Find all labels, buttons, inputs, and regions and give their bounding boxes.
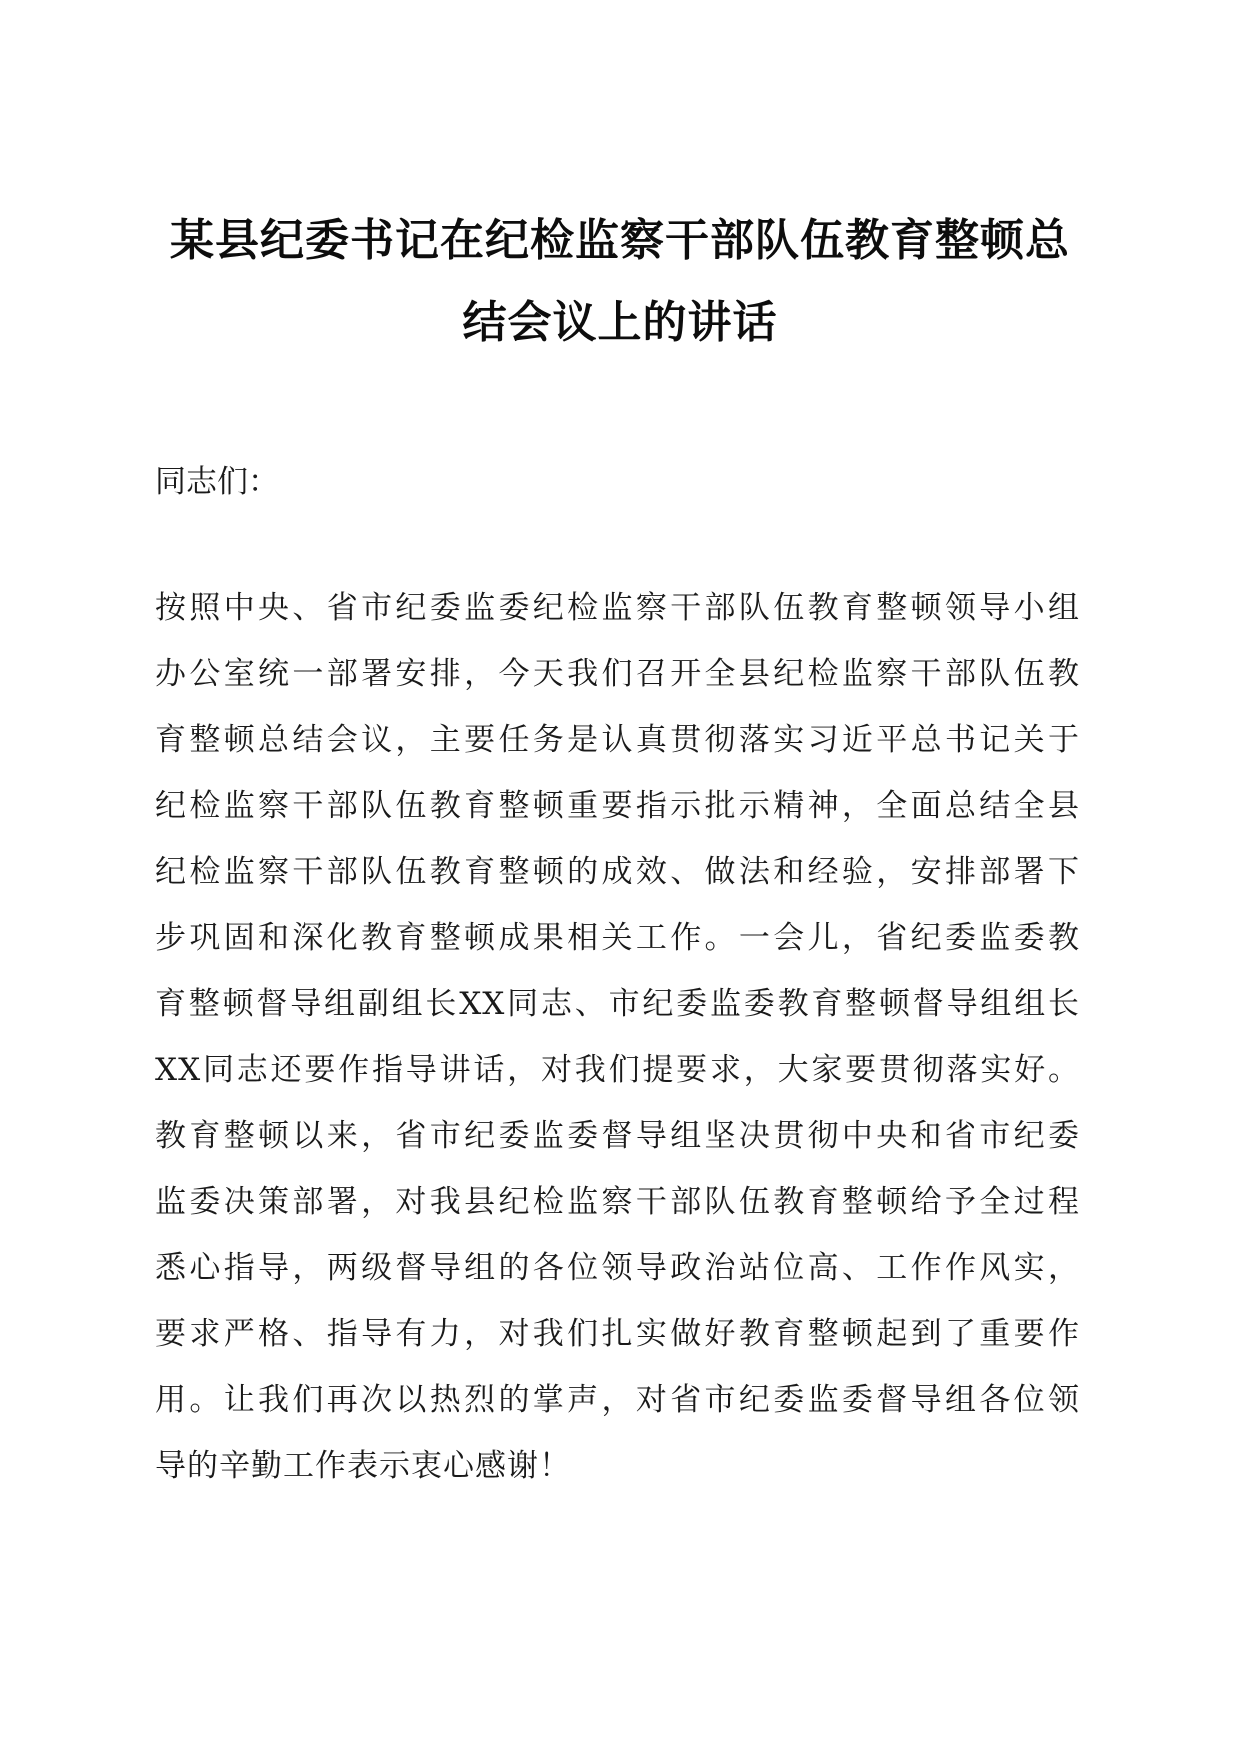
salutation: 同志们： xyxy=(155,464,279,500)
body-line: 用。让我们再次以热烈的掌声，对省市纪委监委督导组各位领 xyxy=(155,1382,1080,1418)
body-line: 步巩固和深化教育整顿成果相关工作。一会儿，省纪委监委教 xyxy=(155,920,1080,956)
body-line: 教育整顿以来，省市纪委监委督导组坚决贯彻中央和省市纪委 xyxy=(155,1118,1080,1154)
title-line-2: 结会议上的讲话 xyxy=(462,297,778,348)
document-title xyxy=(155,200,1085,364)
body-line: 育整顿督导组副组长XX同志、市纪委监委教育整顿督导组组长 xyxy=(155,986,1080,1022)
body-line: 监委决策部署，对我县纪检监察干部队伍教育整顿给予全过程 xyxy=(155,1184,1080,1220)
body-line: 悉心指导，两级督导组的各位领导政治站位高、工作作风实， xyxy=(155,1250,1080,1286)
body-line: 纪检监察干部队伍教育整顿的成效、做法和经验，安排部署下 xyxy=(155,854,1080,890)
body-line: 育整顿总结会议，主要任务是认真贯彻落实习近平总书记关于 xyxy=(155,722,1080,758)
title-line-1: 某县纪委书记在纪检监察干部队伍教育整顿总 xyxy=(170,215,1070,266)
body-paragraph xyxy=(155,575,1080,1499)
body-line: 按照中央、省市纪委监委纪检监察干部队伍教育整顿领导小组 xyxy=(155,590,1080,626)
body-line: XX同志还要作指导讲话，对我们提要求，大家要贯彻落实好。 xyxy=(155,1052,1080,1088)
body-line: 纪检监察干部队伍教育整顿重要指示批示精神，全面总结全县 xyxy=(155,788,1080,824)
body-line: 导的辛勤工作表示衷心感谢！ xyxy=(155,1448,571,1484)
body-line: 要求严格、指导有力，对我们扎实做好教育整顿起到了重要作 xyxy=(155,1316,1080,1352)
body-line: 办公室统一部署安排，今天我们召开全县纪检监察干部队伍教 xyxy=(155,656,1080,692)
